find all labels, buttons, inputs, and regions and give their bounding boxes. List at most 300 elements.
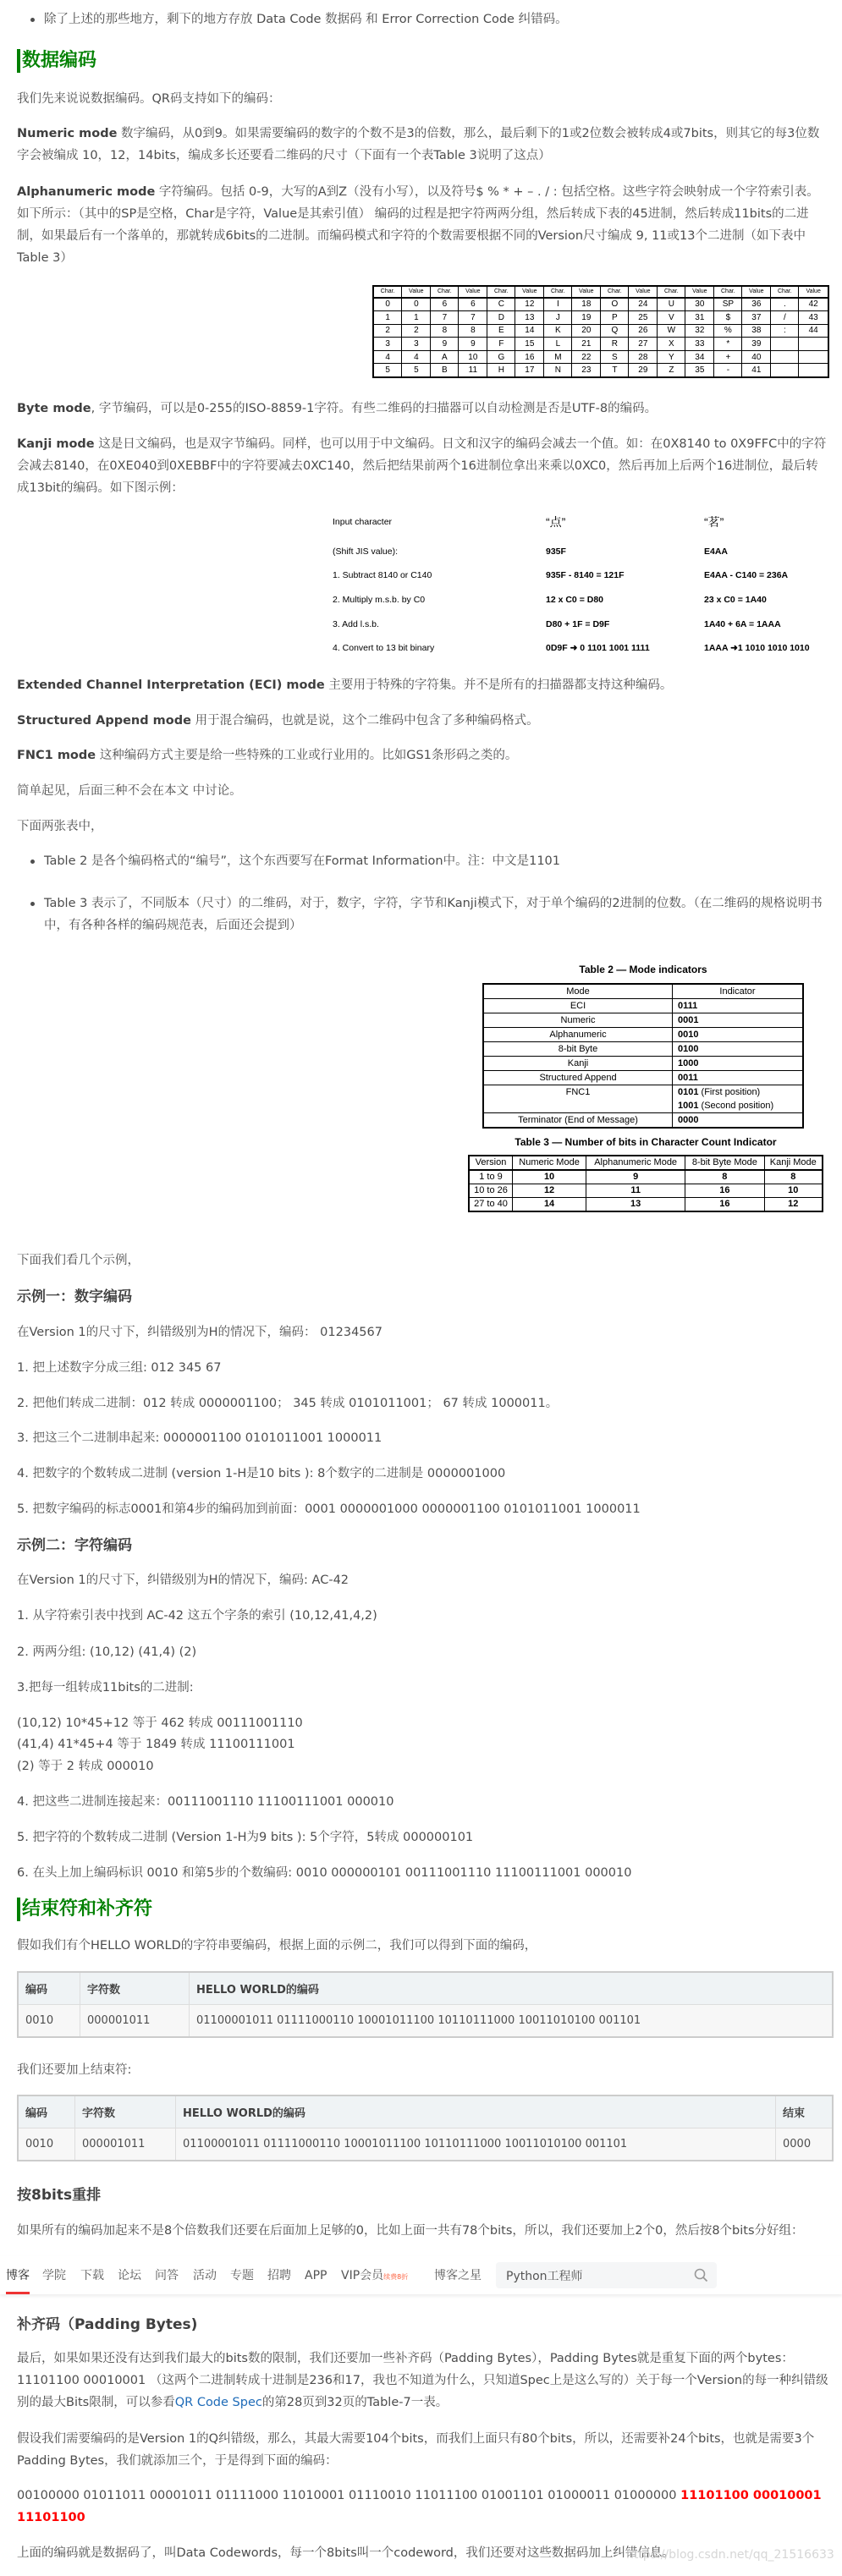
paragraph: 如果所有的编码加起来不是8个倍数我们还要在后面加上足够的0，比如上面一共有78个bits，所以，我们还要加上2个0，然后按8个bits分好组： — [17, 2224, 804, 2238]
char-cell: P — [601, 311, 629, 325]
char-cell: K — [544, 324, 572, 338]
example-step: 2. 两两分组: (10,12) (41,4) (2) — [17, 1645, 197, 1659]
kanji-example-cell: E4AA — [704, 547, 729, 557]
char-cell: 6 — [431, 298, 459, 311]
kanji-example-cell: 1A40 + 6A = 1AAA — [704, 619, 781, 629]
value-cell: 33 — [685, 338, 714, 351]
header-cell: Char. — [373, 286, 402, 298]
table-cell: 27 to 40 — [469, 1198, 513, 1212]
bit-sequence — [17, 2485, 829, 2529]
mode-cell: Kanji — [483, 1057, 673, 1071]
example-step: 4. 把数字的个数转成二进制 (version 1-H是10 bits ): 8个数字的二进制是 0000001000 — [17, 1467, 506, 1480]
value-cell: 7 — [459, 311, 487, 325]
mode-cell: Structured Append — [483, 1071, 673, 1085]
mode-cell: 8-bit Byte — [483, 1042, 673, 1057]
value-cell: 14 — [515, 324, 544, 338]
value-cell: 30 — [685, 298, 714, 311]
indicator-note: (First position) — [698, 1087, 761, 1097]
header-cell: Numeric Mode — [513, 1156, 586, 1170]
value-cell: 42 — [799, 298, 828, 311]
example1-heading: 示例一：数字编码 — [17, 1288, 132, 1305]
value-cell: 3 — [402, 338, 431, 351]
char-cell: V — [658, 311, 685, 325]
header-cell: Char. — [544, 286, 572, 298]
term: Structured Append mode — [17, 714, 191, 728]
nav-item[interactable]: 招聘 — [267, 2269, 291, 2282]
table-cell: 10 — [513, 1170, 586, 1184]
header-cell: Char. — [601, 286, 629, 298]
table-header-row — [469, 1156, 823, 1170]
char-cell: H — [487, 364, 515, 377]
mode-cell: Numeric — [483, 1013, 673, 1028]
description: 这是日文编码，也是双字节编码。同样，也可以用于中文编码。日文和汉字的编码会减去一个值。如：在0X8140 to 0X9FFC中的字符会减去8140，在0XE040到0XEBBF中的字符要减去0XC140，然后把结果前两个16进制位拿出来乘以0XC0，然后再加上后两个16进制位，最后转成13bit的编码。如下图示例： — [17, 437, 827, 495]
text: 的第28页到32页的Table-7一表。 — [261, 2396, 449, 2409]
header-cell: Char. — [487, 286, 515, 298]
value-cell: 44 — [799, 324, 828, 338]
active-tab-underline — [6, 2292, 30, 2294]
search-input[interactable] — [496, 2262, 717, 2288]
description: , 字节编码，可以是0-255的ISO-8859-1字符。有些二维码的扫描器可以自动检测是否是UTF-8的编码。 — [91, 402, 658, 415]
nav-item[interactable]: 专题 — [230, 2269, 254, 2282]
section-heading-padding: 补齐码（Padding Bytes) — [17, 2316, 198, 2333]
char-cell: Y — [658, 350, 685, 364]
value-cell: 0 — [402, 298, 431, 311]
char-cell: $ — [714, 311, 742, 325]
char-cell — [771, 338, 799, 351]
value-cell: 5 — [402, 364, 431, 377]
char-cell: 2 — [373, 324, 402, 338]
kanji-mode-paragraph — [17, 433, 829, 499]
value-cell: 37 — [742, 311, 771, 325]
mode-indicators-table — [482, 983, 804, 1129]
header-cell: 编码 — [18, 1972, 80, 2005]
mode-cell: FNC1 — [483, 1085, 673, 1113]
table-row — [483, 1085, 803, 1113]
indicator-cell — [673, 1042, 804, 1057]
value-cell: 9 — [459, 338, 487, 351]
table-row — [469, 1184, 823, 1198]
example-step: 4. 把这些二进制连接起来：00111001110 11100111001 000010 — [17, 1795, 394, 1809]
table-header-row — [18, 1972, 833, 2005]
header-cell: Value — [629, 286, 658, 298]
table-header-row — [18, 2095, 833, 2128]
description: 这种编码方式主要是给一些特殊的工业或行业用的。比如GS1条形码之类的。 — [96, 749, 518, 762]
char-cell: X — [658, 338, 685, 351]
char-cell: U — [658, 298, 685, 311]
value-cell: 36 — [742, 298, 771, 311]
table-cell: 8 — [685, 1170, 764, 1184]
example-step: 5. 把数字编码的标志0001和第4步的编码加到前面：0001 0000001000 0000001100 0101011001 1000011 — [17, 1502, 641, 1516]
header-cell: 8-bit Byte Mode — [685, 1156, 764, 1170]
char-cell: Z — [658, 364, 685, 377]
char-cell: SP — [714, 298, 742, 311]
table-cell: 000001011 — [75, 2128, 176, 2161]
header-cell: 字符数 — [80, 1972, 190, 2005]
header-cell: Value — [799, 286, 828, 298]
value-cell: 40 — [742, 350, 771, 364]
kanji-example-cell: D80 + 1F = D9F — [546, 619, 610, 629]
kanji-example-cell: 23 x C0 = 1A40 — [704, 595, 767, 605]
watermark: https://blog.csdn.net/qq_21516633 — [626, 2548, 834, 2562]
char-cell: B — [431, 364, 459, 377]
value-cell: 22 — [572, 350, 601, 364]
header-cell: Mode — [483, 984, 673, 999]
kanji-example-cell: Input character — [333, 517, 393, 527]
char-cell: I — [544, 298, 572, 311]
table-cell: 9 — [586, 1170, 685, 1184]
char-cell: 7 — [431, 311, 459, 325]
kanji-example-cell: 1AAA ➜1 1010 1010 1010 — [704, 643, 810, 653]
table-cell: 01100001011 01111000110 10001011100 10110111000 10011010100 001101 — [190, 2005, 834, 2038]
example2-heading: 示例二：字符编码 — [17, 1537, 132, 1554]
example-step: 在Version 1的尺寸下，纠错级别为H的情况下，编码: AC-42 — [17, 1574, 349, 1587]
kanji-example-cell: 12 x C0 = D80 — [546, 595, 604, 605]
char-cell: 1 — [373, 311, 402, 325]
alphanumeric-mode-paragraph — [17, 181, 829, 269]
description: 字符编码。包括 0-9，大写的A到Z（没有小写），以及符号$ % * + – . / : 包括空格。这些字符会映射成一个字符索引表。如下所示：（其中的SP是空格，Char是字符，Value是其索引值） 编码的过程是把字符两两分组，然后转成下表的45进制，然后转成11bits的二进制，如果最后有一个落单的，那就转成6bits的二进制。而编码模式和字符的个数需要根据不同的Version尺寸编成 9, 11或13个二进制（如下表中Table 3） — [17, 185, 819, 265]
value-cell: 43 — [799, 311, 828, 325]
search-icon[interactable] — [694, 2268, 708, 2282]
value-cell: 28 — [629, 350, 658, 364]
indicator-value: 0100 — [678, 1044, 699, 1054]
char-cell: + — [714, 350, 742, 364]
table-row — [373, 298, 828, 311]
char-cell: S — [601, 350, 629, 364]
value-cell: 29 — [629, 364, 658, 377]
example-step: 1. 从字符索引表中找到 AC-42 这五个字条的索引 (10,12,41,4,2) — [17, 1609, 377, 1623]
example-step: 3. 把这三个二进制串起来: 0000001100 0101011001 1000011 — [17, 1431, 382, 1445]
term: Numeric mode — [17, 127, 118, 140]
paragraph — [17, 2348, 829, 2414]
vip-badge: 续费8折 — [383, 2273, 409, 2281]
table-row — [18, 2005, 833, 2038]
header-cell: HELLO WORLD的编码 — [176, 2095, 776, 2128]
value-cell: 21 — [572, 338, 601, 351]
description: 主要用于特殊的字符集。并不是所有的扫描器都支持这种编码。 — [324, 678, 673, 692]
table-cell: 16 — [685, 1198, 764, 1212]
char-cell: - — [714, 364, 742, 377]
search-value: Python工程师 — [506, 2270, 583, 2283]
value-cell: 13 — [515, 311, 544, 325]
table-row — [483, 1042, 803, 1057]
char-cell: E — [487, 324, 515, 338]
kanji-example-cell: 3. Add l.s.b. — [333, 619, 379, 629]
header-cell: Value — [515, 286, 544, 298]
mode-cell: Terminator (End of Message) — [483, 1113, 673, 1129]
mode-cell: Alphanumeric — [483, 1028, 673, 1042]
header-cell: 字符数 — [75, 2095, 176, 2128]
char-cell: * — [714, 338, 742, 351]
nav-item[interactable]: 博客 — [6, 2269, 30, 2282]
indicator-value: 0101 — [678, 1087, 699, 1097]
char-cell: 4 — [373, 350, 402, 364]
kanji-example-cell: 0D9F ➜ 0 1101 1001 1111 — [546, 643, 650, 653]
header-cell: Char. — [658, 286, 685, 298]
kanji-example-cell: 2. Multiply m.s.b. by C0 — [333, 595, 426, 605]
table-row — [373, 350, 828, 364]
char-cell: J — [544, 311, 572, 325]
value-cell: 38 — [742, 324, 771, 338]
mode-cell: ECI — [483, 999, 673, 1013]
paragraph: 我们还要加上结束符: — [17, 2063, 132, 2077]
char-cell: 0 — [373, 298, 402, 311]
table-row — [373, 311, 828, 325]
term: Alphanumeric mode — [17, 185, 156, 199]
value-cell: 31 — [685, 311, 714, 325]
table-row — [469, 1198, 823, 1212]
header-cell: HELLO WORLD的编码 — [190, 1972, 834, 2005]
header-cell: Value — [685, 286, 714, 298]
char-cell: / — [771, 311, 799, 325]
char-cell: Q — [601, 324, 629, 338]
char-cell: 3 — [373, 338, 402, 351]
section-heading-8bits: 按8bits重排 — [17, 2187, 102, 2204]
indicator-cell — [673, 999, 804, 1013]
bullet-item: Table 3 表示了，不同版本（尺寸）的二维码，对于，数字，字符，字节和Kanji模式下，对于单个编码的2进制的位数。（在二维码的规格说明书中，有各种各样的编码规范表，后面还会提到） — [44, 893, 829, 936]
header-cell: Char. — [714, 286, 742, 298]
indicator-value: 1000 — [678, 1058, 699, 1068]
header-cell: Version — [469, 1156, 513, 1170]
table-cell: 13 — [586, 1198, 685, 1212]
nav-item[interactable]: VIP会员续费8折 — [341, 2269, 409, 2282]
char-cell: A — [431, 350, 459, 364]
paragraph: 上面的编码就是数据码了，叫Data Codewords，每一个8bits叫一个codeword，我们还要对这些数据码加上纠错信息。 — [17, 2546, 674, 2560]
padding-bits: 11101100 00010001 11101100 — [17, 2489, 822, 2524]
indicator-cell — [673, 1013, 804, 1028]
table-cell: 12 — [513, 1184, 586, 1198]
example-step: 6. 在头上加上编码标识 0010 和第5步的个数编码: 0010 000000101 00111001110 11100111001 000010 — [17, 1866, 632, 1880]
paragraph: 我们先来说说数据编码。QR码支持如下的编码： — [17, 92, 281, 106]
term: Kanji mode — [17, 437, 95, 451]
example-step: (2) 等于 2 转成 000010 — [17, 1760, 154, 1773]
char-cell: 8 — [431, 324, 459, 338]
table3-title: Table 3 — Number of bits in Character Count Indicator — [515, 1136, 777, 1148]
byte-mode-paragraph — [17, 398, 829, 420]
table-cell: 8 — [764, 1170, 823, 1184]
header-cell: Kanji Mode — [764, 1156, 823, 1170]
table-cell: 10 — [764, 1184, 823, 1198]
value-cell: 32 — [685, 324, 714, 338]
alphanumeric-char-table — [372, 285, 829, 378]
nav-item[interactable]: 下载 — [80, 2269, 104, 2282]
header-cell: Indicator — [673, 984, 804, 999]
example-step: 3.把每一组转成11bits的二进制: — [17, 1681, 194, 1694]
value-cell: 15 — [515, 338, 544, 351]
kanji-example-cell: “点” — [546, 515, 566, 529]
table-cell: 1 to 9 — [469, 1170, 513, 1184]
nav-item[interactable]: 博客之星 — [434, 2269, 482, 2282]
term: Extended Channel Interpretation (ECI) mode — [17, 678, 325, 692]
value-cell: 41 — [742, 364, 771, 377]
value-cell: 17 — [515, 364, 544, 377]
char-cell: 5 — [373, 364, 402, 377]
char-cell: D — [487, 311, 515, 325]
value-cell — [799, 338, 828, 351]
value-cell: 39 — [742, 338, 771, 351]
value-cell: 35 — [685, 364, 714, 377]
header-cell: Value — [742, 286, 771, 298]
value-cell: 19 — [572, 311, 601, 325]
indicator-value: 0000 — [678, 1115, 699, 1125]
table-row — [373, 338, 828, 351]
char-cell: : — [771, 324, 799, 338]
table-row — [373, 364, 828, 377]
description: 用于混合编码，也就是说，这个二维码中包含了多种编码格式。 — [190, 714, 539, 728]
table-header-row — [483, 984, 803, 999]
indicator-cell — [673, 1085, 804, 1113]
value-cell: 26 — [629, 324, 658, 338]
char-cell — [771, 364, 799, 377]
indicator-value: 0001 — [678, 1015, 699, 1025]
indicator-value: 1001 — [678, 1101, 699, 1111]
nav-item[interactable]: 学院 — [42, 2269, 66, 2282]
value-cell: 6 — [459, 298, 487, 311]
indicator-note: (Second position) — [698, 1101, 774, 1111]
value-cell: 23 — [572, 364, 601, 377]
table-row — [483, 1071, 803, 1085]
term: FNC1 mode — [17, 749, 96, 762]
char-cell: . — [771, 298, 799, 311]
char-cell: O — [601, 298, 629, 311]
text: 最后，如果如果还没有达到我们最大的bits数的限制，我们还要加一些补齐码（Padding Bytes），Padding Bytes就是重复下面的两个bytes：11101100 00010001 （这两个二进制转成十进制是236和17，我也不知道为什么，只知道Spec上是这么写的）关于每一个Version的每一种纠错级别的最大Bits限制，可以参看 — [17, 2352, 828, 2409]
table-row — [373, 324, 828, 338]
table-cell: 14 — [513, 1198, 586, 1212]
char-cell: F — [487, 338, 515, 351]
value-cell — [799, 350, 828, 364]
fnc1-mode-paragraph — [17, 744, 829, 766]
eci-mode-paragraph — [17, 674, 829, 696]
numeric-mode-paragraph — [17, 123, 829, 167]
paragraph: 下面两张表中， — [17, 820, 103, 833]
char-cell: L — [544, 338, 572, 351]
nav-item[interactable]: APP — [305, 2269, 327, 2282]
table2-title: Table 2 — Mode indicators — [579, 964, 707, 975]
table-row — [18, 2128, 833, 2161]
qr-code-spec-link[interactable]: QR Code Spec — [174, 2396, 262, 2409]
kanji-example-cell: 4. Convert to 13 bit binary — [333, 643, 435, 653]
paragraph: 假设我们需要编码的是Version 1的Q纠错级，那么，其最大需要104个bits，而我们上面只有80个bits，所以，还需要补24个bits，也就是需要3个Padding Bytes，我们就添加三个，于是得到下面的编码： — [17, 2432, 815, 2468]
char-cell: % — [714, 324, 742, 338]
value-cell: 10 — [459, 350, 487, 364]
char-cell — [771, 350, 799, 364]
table-row — [483, 1113, 803, 1129]
paragraph: 简单起见，后面三种不会在本文 中讨论。 — [17, 784, 242, 798]
table-header-row — [373, 286, 828, 298]
example-step: 1. 把上述数字分成三组: 012 345 67 — [17, 1361, 222, 1375]
header-cell: Alphanumeric Mode — [586, 1156, 685, 1170]
char-cell: G — [487, 350, 515, 364]
value-cell: 18 — [572, 298, 601, 311]
table-row — [483, 1013, 803, 1028]
data-bits: 00100000 01011011 00001011 01111000 11010001 01110010 11011100 01001101 01000011 01000000 — [17, 2489, 681, 2502]
char-cell: C — [487, 298, 515, 311]
value-cell: 25 — [629, 311, 658, 325]
table-cell: 11 — [586, 1184, 685, 1198]
table-cell: 10 to 26 — [469, 1184, 513, 1198]
section-heading-data-encoding: 数据编码 — [17, 49, 96, 73]
indicator-value: 0010 — [678, 1030, 699, 1040]
char-count-bits-table — [468, 1155, 823, 1212]
value-cell: 24 — [629, 298, 658, 311]
paragraph: 假如我们有个HELLO WORLD的字符串要编码，根据上面的示例二，我们可以得到下面的编码， — [17, 1939, 537, 1953]
example-step: 在Version 1的尺寸下，纠错级别为H的情况下，编码： 01234567 — [17, 1326, 382, 1339]
value-cell: 1 — [402, 311, 431, 325]
indicator-value: 0011 — [678, 1073, 698, 1083]
value-cell: 12 — [515, 298, 544, 311]
header-cell: Char. — [431, 286, 459, 298]
kanji-example-cell: 935F — [546, 547, 566, 557]
header-cell: Value — [572, 286, 601, 298]
value-cell: 20 — [572, 324, 601, 338]
value-cell: 34 — [685, 350, 714, 364]
example-step: 5. 把字符的个数转成二进制 (Version 1-H为9 bits ): 5个字符，5转成 000000101 — [17, 1831, 474, 1844]
table-cell: 16 — [685, 1184, 764, 1198]
value-cell: 2 — [402, 324, 431, 338]
table-cell: 000001011 — [80, 2005, 190, 2038]
table-cell: 12 — [764, 1198, 823, 1212]
indicator-cell — [673, 1028, 804, 1042]
indicator-cell — [673, 1057, 804, 1071]
value-cell — [799, 364, 828, 377]
term: Byte mode — [17, 402, 91, 415]
kanji-example-cell: 1. Subtract 8140 or C140 — [333, 570, 432, 580]
nav-item[interactable]: 活动 — [193, 2269, 217, 2282]
char-cell: M — [544, 350, 572, 364]
indicator-value: 0111 — [678, 1001, 698, 1011]
value-cell: 27 — [629, 338, 658, 351]
hello-world-encoding-table — [17, 1971, 834, 2038]
value-cell: 8 — [459, 324, 487, 338]
char-cell: 9 — [431, 338, 459, 351]
table-cell: 01100001011 01111000110 10001011100 10110111000 10011010100 001101 — [176, 2128, 776, 2161]
table-cell: 0010 — [18, 2005, 80, 2038]
header-cell: 编码 — [18, 2095, 75, 2128]
nav-item[interactable]: 论坛 — [118, 2269, 141, 2282]
table-row — [483, 1057, 803, 1071]
nav-item[interactable]: 问答 — [155, 2269, 179, 2282]
char-cell: N — [544, 364, 572, 377]
value-cell: 16 — [515, 350, 544, 364]
sticky-top-nav — [0, 2256, 842, 2294]
value-cell: 11 — [459, 364, 487, 377]
indicator-cell — [673, 1071, 804, 1085]
table-cell: 0010 — [18, 2128, 75, 2161]
header-cell: Char. — [771, 286, 799, 298]
header-cell: 结束 — [776, 2095, 834, 2128]
paragraph: 下面我们看几个示例， — [17, 1254, 140, 1267]
header-cell: Value — [402, 286, 431, 298]
table-row — [483, 1028, 803, 1042]
table-row — [483, 999, 803, 1013]
table-row — [469, 1170, 823, 1184]
structured-append-paragraph — [17, 710, 829, 732]
section-heading-terminator: 结束符和补齐符 — [17, 1898, 152, 1921]
kanji-example-cell: (Shift JIS value): — [333, 547, 399, 557]
char-cell: R — [601, 338, 629, 351]
bullet-item: 除了上述的那些地方，剩下的地方存放 Data Code 数据码 和 Error Correction Code 纠错码。 — [44, 8, 829, 30]
bullet-item: Table 2 是各个编码格式的“编号”，这个东西要写在Format Information中。注：中文是1101 — [44, 850, 829, 872]
table-cell: 0000 — [776, 2128, 834, 2161]
hello-world-with-terminator-table — [17, 2095, 834, 2161]
char-cell: T — [601, 364, 629, 377]
header-cell: Value — [459, 286, 487, 298]
example-step: 2. 把他们转成二进制：012 转成 0000001100； 345 转成 0101011001； 67 转成 1000011。 — [17, 1397, 559, 1410]
value-cell: 4 — [402, 350, 431, 364]
kanji-example-cell: 935F - 8140 = 121F — [546, 570, 625, 580]
char-cell: W — [658, 324, 685, 338]
description: 数字编码，从0到9。如果需要编码的数字的个数不是3的倍数，那么，最后剩下的1或2位数会被转成4或7bits，则其它的每3位数字会被编成 10，12，14bits，编成多长还要看二维码的尺寸（下面有一个表Table 3说明了这点） — [17, 127, 820, 162]
example-step: (41,4) 41*45+4 等于 1849 转成 11100111001 — [17, 1738, 295, 1751]
